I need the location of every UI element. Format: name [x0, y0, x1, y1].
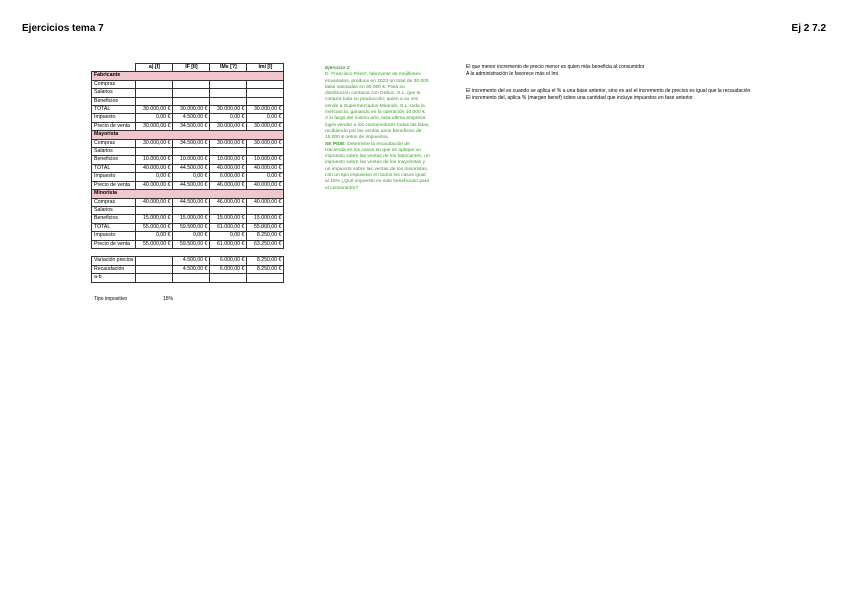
- value-cell: [210, 148, 247, 156]
- value-cell: 44.500,00 €: [173, 198, 210, 206]
- value-cell: 0,00 €: [136, 173, 173, 181]
- value-cell: 10.000,00 €: [247, 156, 284, 164]
- table-row: [92, 148, 284, 156]
- value-cell: [210, 89, 247, 97]
- value-cell: 46.000,00 €: [210, 181, 247, 189]
- row-label: Precio de venta: [92, 122, 136, 130]
- note-line: El que menor incremento de precio menor es quien más beneficia al consumidor: [466, 64, 645, 70]
- value-cell: 8.250,00 €: [247, 257, 284, 265]
- gap-row: [92, 248, 284, 256]
- table-row: [92, 215, 284, 223]
- value-cell: 4.500,00 €: [173, 257, 210, 265]
- note-line: A la administración le favorece más el Imi: [466, 70, 558, 77]
- row-label: Beneficios: [92, 156, 136, 164]
- row-label: Impuesto: [92, 114, 136, 122]
- section-row: [92, 190, 284, 198]
- row-label: Salarios: [92, 148, 136, 156]
- value-cell: 6.000,00 €: [210, 257, 247, 265]
- column-header: IF [II]: [173, 64, 210, 72]
- table-row: [92, 122, 284, 130]
- value-cell: 61.000,00 €: [210, 240, 247, 248]
- header-corner: [92, 64, 136, 72]
- row-label: Beneficios: [92, 215, 136, 223]
- value-cell: 10.000,00 €: [210, 156, 247, 164]
- value-cell: 55.000,00 €: [136, 240, 173, 248]
- value-cell: 4.500,00 €: [173, 114, 210, 122]
- value-cell: 15.000,00 €: [173, 215, 210, 223]
- row-label: Precio de venta: [92, 240, 136, 248]
- row-label: Variación precios: [92, 257, 136, 265]
- tipo-impositivo-label: Tipo impositivo: [94, 296, 128, 302]
- value-cell: 46.000,00 €: [210, 198, 247, 206]
- value-cell: [210, 80, 247, 88]
- value-cell: 34.500,00 €: [173, 139, 210, 147]
- value-cell: 30.000,00 €: [210, 122, 247, 130]
- value-cell: 44.500,00 €: [173, 164, 210, 172]
- value-cell: 0,00 €: [173, 173, 210, 181]
- table-row: [92, 173, 284, 181]
- exercise-statement: [325, 66, 430, 192]
- row-label: Compras: [92, 139, 136, 147]
- value-cell: [173, 89, 210, 97]
- value-cell: 34.500,00 €: [173, 122, 210, 130]
- value-cell: [136, 206, 173, 214]
- row-label: Precio de venta: [92, 181, 136, 189]
- row-label: TOTAL: [92, 106, 136, 114]
- table-row: [92, 198, 284, 206]
- row-label: Compras: [92, 198, 136, 206]
- row-label: Impuesto: [92, 173, 136, 181]
- value-cell: 30.000,00 €: [136, 106, 173, 114]
- column-header: IMs [?]: [210, 64, 247, 72]
- value-cell: 6.000,00 €: [210, 173, 247, 181]
- value-cell: 6.000,00 €: [210, 265, 247, 273]
- value-cell: 0,00 €: [210, 232, 247, 240]
- value-cell: 0,00 €: [247, 173, 284, 181]
- value-cell: 10.000,00 €: [136, 156, 173, 164]
- value-cell: 0,00 €: [136, 232, 173, 240]
- row-label: Compras: [92, 80, 136, 88]
- row-label: TOTAL: [92, 223, 136, 231]
- summary-row: [92, 274, 284, 282]
- table-row: [92, 206, 284, 214]
- value-cell: 30.000,00 €: [210, 139, 247, 147]
- column-header: Imi [I]: [247, 64, 284, 72]
- value-cell: [173, 206, 210, 214]
- value-cell: [173, 97, 210, 105]
- value-cell: 44.500,00 €: [173, 181, 210, 189]
- exercise-ask-body: Determine la recaudación de Hacienda en los casos en que se aplique un impuesto sobre las ventas de los fabricantes, un impuesto sobre las ventas de los mayoristas y un impuesto sobre las ventas de los minoristas, con un tipo impositivo en todos los casos igual al 15% ¿Qué impuesto es más beneficioso para el consumidor?: [325, 141, 430, 191]
- value-cell: 63.250,00 €: [247, 240, 284, 248]
- table-row: [92, 80, 284, 88]
- note-spacer: [466, 77, 750, 88]
- value-cell: 4.500,00 €: [173, 265, 210, 273]
- value-cell: 59.500,00 €: [173, 223, 210, 231]
- section-name: Mayorista: [92, 131, 284, 139]
- value-cell: 30.000,00 €: [247, 139, 284, 147]
- section-row: [92, 72, 284, 80]
- summary-row: [92, 265, 284, 273]
- value-cell: 15.000,00 €: [247, 215, 284, 223]
- page-title: Ejercicios tema 7: [22, 23, 104, 34]
- value-cell: [247, 80, 284, 88]
- note-line: El incremento del, aplica % (margen benef) sobre una cantidad que incluye impuestos en fase anterior: [466, 94, 693, 101]
- section-name: Minorista: [92, 190, 284, 198]
- table-row: [92, 223, 284, 231]
- value-cell: 55.000,00 €: [136, 223, 173, 231]
- note-line: El incremento del es cuando se aplica el % a una base anterior, sino es así el incremento de precios es igual que la recaudación: [466, 88, 751, 94]
- value-cell: [136, 80, 173, 88]
- value-cell: 40.000,00 €: [136, 198, 173, 206]
- value-cell: 40.000,00 €: [247, 164, 284, 172]
- table-row: [92, 106, 284, 114]
- value-cell: 15.000,00 €: [210, 215, 247, 223]
- gap-cell: [92, 248, 284, 256]
- value-cell: [136, 257, 173, 265]
- value-cell: 30.000,00 €: [136, 122, 173, 130]
- exercise-reference: Ej 2 7.2: [791, 23, 826, 34]
- value-cell: 30.000,00 €: [247, 122, 284, 130]
- table-row: [92, 114, 284, 122]
- value-cell: 59.500,00 €: [173, 240, 210, 248]
- column-header-row: [92, 64, 284, 72]
- value-cell: 10.000,00 €: [173, 156, 210, 164]
- answer-notes: [466, 64, 750, 101]
- table-row: [92, 232, 284, 240]
- row-label: TOTAL: [92, 164, 136, 172]
- value-cell: [247, 97, 284, 105]
- value-cell: 15.000,00 €: [136, 215, 173, 223]
- value-cell: [136, 148, 173, 156]
- value-cell: [247, 206, 284, 214]
- value-cell: [136, 274, 173, 282]
- value-cell: 55.000,00 €: [247, 223, 284, 231]
- value-cell: [173, 148, 210, 156]
- table-row: [92, 139, 284, 147]
- value-cell: 0,00 €: [210, 114, 247, 122]
- value-cell: [136, 97, 173, 105]
- value-cell: 8.250,00 €: [247, 265, 284, 273]
- table-row: [92, 240, 284, 248]
- value-cell: [173, 274, 210, 282]
- value-cell: 30.000,00 €: [210, 106, 247, 114]
- value-cell: [247, 274, 284, 282]
- exercise-title: Ejercicio 2: [325, 66, 350, 71]
- value-cell: 40.000,00 €: [136, 164, 173, 172]
- row-label: Beneficios: [92, 97, 136, 105]
- value-cell: [210, 274, 247, 282]
- exercise-body: D. Francisco Pérez, fabricante de mejillones envasados, produce en 2023 un total de 20.000 latas valoradas en 30.000 €. Para su distribución contacta con Debuc, S.L. que le compra toda su producción; quien a su vez vende a Supermercados Mirando, S.L. toda la mercancía, ganando en la operación 10.000 €. A lo largo del mismo año, esta última empresa logra vender a los consumidores todas las latas, recibiendo por las ventas unos beneficios de 15.000 € netos de impuestos.: [325, 72, 430, 141]
- value-cell: 30.000,00 €: [247, 106, 284, 114]
- value-cell: 30.000,00 €: [173, 106, 210, 114]
- row-label: a-b: [92, 274, 136, 282]
- table-row: [92, 181, 284, 189]
- table-row: [92, 97, 284, 105]
- value-cell: 30.000,00 €: [136, 139, 173, 147]
- value-cell: 0,00 €: [136, 114, 173, 122]
- value-cell: 40.000,00 €: [247, 198, 284, 206]
- value-cell: 8.250,00 €: [247, 232, 284, 240]
- value-cell: [247, 148, 284, 156]
- value-cell: 0,00 €: [247, 114, 284, 122]
- summary-row: [92, 257, 284, 265]
- value-cell: [247, 89, 284, 97]
- value-cell: [210, 206, 247, 214]
- value-cell: [173, 80, 210, 88]
- row-label: Salarios: [92, 89, 136, 97]
- row-label: Salarios: [92, 206, 136, 214]
- value-cell: 61.000,00 €: [210, 223, 247, 231]
- tax-spreadsheet: [91, 63, 284, 283]
- table-row: [92, 156, 284, 164]
- value-cell: 40.000,00 €: [247, 181, 284, 189]
- table-row: [92, 164, 284, 172]
- value-cell: 0,00 €: [173, 232, 210, 240]
- row-label: Impuesto: [92, 232, 136, 240]
- value-cell: 40.000,00 €: [210, 164, 247, 172]
- value-cell: [210, 97, 247, 105]
- tipo-impositivo-value: 15%: [163, 296, 174, 302]
- exercise-ask-label: SE PIDE:: [325, 141, 346, 147]
- section-row: [92, 131, 284, 139]
- value-cell: 40.000,00 €: [136, 181, 173, 189]
- section-name: Fabricante: [92, 72, 284, 80]
- value-cell: [136, 89, 173, 97]
- value-cell: [136, 265, 173, 273]
- table-row: [92, 89, 284, 97]
- column-header: a) [I]: [136, 64, 173, 72]
- row-label: Recaudación: [92, 265, 136, 273]
